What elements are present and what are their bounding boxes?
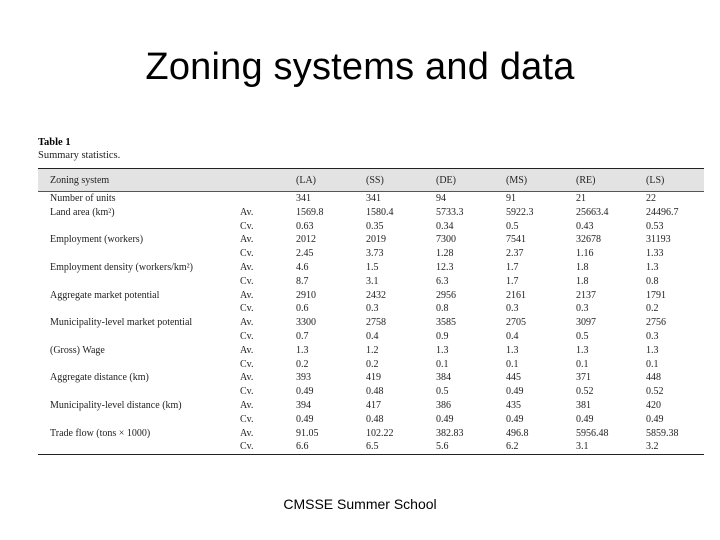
cell-de: 0.9 bbox=[436, 330, 449, 342]
header-ss: (SS) bbox=[366, 169, 436, 192]
cell-re: 0.43 bbox=[576, 220, 594, 232]
table-row bbox=[38, 275, 704, 289]
cell-re: 0.52 bbox=[576, 386, 594, 398]
table-caption-text: Summary statistics. bbox=[38, 150, 121, 161]
cell-ms: 0.49 bbox=[506, 386, 524, 398]
row-variable: Employment density (workers/km²) bbox=[50, 261, 193, 273]
header-la: (LA) bbox=[296, 169, 366, 192]
cell-ss: 6.5 bbox=[366, 440, 436, 454]
row-stat: Cv. bbox=[240, 220, 254, 232]
cell-re: 1.16 bbox=[576, 248, 594, 260]
cell-ls: 24496.7 bbox=[646, 206, 679, 218]
cell-la: 2.45 bbox=[296, 248, 314, 260]
cell-ls: 31193 bbox=[646, 234, 671, 246]
cell-ls: 1791 bbox=[646, 289, 666, 301]
cell-la: 8.7 bbox=[296, 275, 309, 287]
cell-ls: 3.2 bbox=[646, 440, 704, 454]
cell-re: 1.8 bbox=[576, 275, 589, 287]
cell-la: 4.6 bbox=[296, 261, 309, 273]
cell-ms: 435 bbox=[506, 399, 521, 411]
row-stat: Cv. bbox=[240, 386, 254, 398]
cell-ss: 3.73 bbox=[366, 248, 384, 260]
cell-re: 0.3 bbox=[576, 303, 589, 315]
row-stat: Av. bbox=[240, 372, 254, 384]
cell-de: 0.8 bbox=[436, 303, 449, 315]
row-stat: Av. bbox=[240, 427, 254, 439]
cell-re: 1.3 bbox=[576, 344, 589, 356]
slide-footer: CMSSE Summer School bbox=[283, 496, 437, 512]
row-stat: Cv. bbox=[240, 303, 254, 315]
cell-la: 0.63 bbox=[296, 220, 314, 232]
cell-ms: 0.1 bbox=[506, 358, 519, 370]
row-stat: Cv. bbox=[240, 275, 254, 287]
row-stat: Av. bbox=[240, 399, 254, 411]
cell-ss: 0.4 bbox=[366, 330, 379, 342]
row-variable bbox=[38, 275, 240, 289]
cell-ms: 1.7 bbox=[506, 261, 519, 273]
row-variable bbox=[38, 358, 240, 372]
row-stat: Av. bbox=[240, 234, 254, 246]
cell-ss: 0.48 bbox=[366, 413, 384, 425]
cell-ss: 0.48 bbox=[366, 386, 384, 398]
cell-re: 21 bbox=[576, 193, 586, 204]
cell-ss: 2019 bbox=[366, 234, 386, 246]
cell-ms: 5922.3 bbox=[506, 206, 534, 218]
cell-re: 381 bbox=[576, 399, 591, 411]
cell-ls: 0.1 bbox=[646, 358, 659, 370]
table-row bbox=[38, 413, 704, 427]
cell-re: 0.49 bbox=[576, 413, 594, 425]
cell-la: 1.3 bbox=[296, 344, 309, 356]
cell-ms: 2161 bbox=[506, 289, 526, 301]
row-variable: Aggregate market potential bbox=[50, 289, 160, 301]
cell-la: 3300 bbox=[296, 317, 316, 329]
header-re: (RE) bbox=[576, 169, 646, 192]
table-row bbox=[38, 358, 704, 372]
cell-re: 25663.4 bbox=[576, 206, 609, 218]
cell-re: 0.1 bbox=[576, 358, 589, 370]
header-stat bbox=[240, 169, 296, 192]
cell-la: 0.49 bbox=[296, 413, 314, 425]
cell-ss: 1.2 bbox=[366, 344, 379, 356]
row-stat: Cv. bbox=[240, 358, 254, 370]
cell-de: 94 bbox=[436, 193, 446, 204]
cell-ss: 2432 bbox=[366, 289, 386, 301]
cell-ss: 2758 bbox=[366, 317, 386, 329]
cell-de: 0.1 bbox=[436, 358, 449, 370]
row-variable: Employment (workers) bbox=[50, 234, 144, 246]
cell-ss: 0.35 bbox=[366, 220, 384, 232]
table-row bbox=[38, 385, 704, 399]
cell-ls: 0.2 bbox=[646, 303, 659, 315]
cell-ms: 6.2 bbox=[506, 440, 576, 454]
cell-ms: 0.4 bbox=[506, 330, 519, 342]
table-row bbox=[38, 427, 704, 441]
cell-ss: 3.1 bbox=[366, 275, 379, 287]
cell-ms: 2705 bbox=[506, 317, 526, 329]
cell-ms: 445 bbox=[506, 372, 521, 384]
table-row bbox=[38, 399, 704, 413]
row-stat: Av. bbox=[240, 289, 254, 301]
cell-re: 0.5 bbox=[576, 330, 589, 342]
table-row bbox=[38, 233, 704, 247]
cell-ss: 341 bbox=[366, 193, 381, 204]
table-body bbox=[38, 192, 704, 455]
cell-ls: 0.8 bbox=[646, 275, 659, 287]
slide-title: Zoning systems and data bbox=[145, 46, 575, 88]
cell-ms: 0.3 bbox=[506, 303, 519, 315]
table-header-row bbox=[38, 169, 704, 192]
row-variable bbox=[38, 413, 240, 427]
cell-ls: 2756 bbox=[646, 317, 666, 329]
table-row bbox=[38, 289, 704, 303]
row-stat: Cv. bbox=[240, 440, 296, 454]
cell-la: 2910 bbox=[296, 289, 316, 301]
cell-ms: 2.37 bbox=[506, 248, 524, 260]
table-label: Table 1 bbox=[38, 137, 71, 148]
cell-ls: 420 bbox=[646, 399, 661, 411]
header-de: (DE) bbox=[436, 169, 506, 192]
row-stat: Av. bbox=[240, 206, 254, 218]
row-stat bbox=[240, 192, 296, 206]
cell-re: 5956.48 bbox=[576, 427, 609, 439]
cell-de: 382.83 bbox=[436, 427, 464, 439]
cell-re: 1.8 bbox=[576, 261, 589, 273]
row-variable bbox=[38, 440, 240, 454]
cell-ss: 0.2 bbox=[366, 358, 379, 370]
cell-de: 0.49 bbox=[436, 413, 454, 425]
cell-re: 3.1 bbox=[576, 440, 646, 454]
row-stat: Av. bbox=[240, 344, 254, 356]
cell-de: 1.28 bbox=[436, 248, 454, 260]
cell-re: 371 bbox=[576, 372, 591, 384]
cell-ss: 1580.4 bbox=[366, 206, 394, 218]
cell-de: 7300 bbox=[436, 234, 456, 246]
row-variable bbox=[38, 385, 240, 399]
table-row bbox=[38, 261, 704, 275]
row-stat: Cv. bbox=[240, 413, 254, 425]
cell-de: 384 bbox=[436, 372, 451, 384]
table-row bbox=[38, 302, 704, 316]
cell-de: 2956 bbox=[436, 289, 456, 301]
cell-ss: 1.5 bbox=[366, 261, 379, 273]
row-variable: (Gross) Wage bbox=[50, 344, 105, 356]
cell-la: 6.6 bbox=[296, 440, 366, 454]
cell-de: 5.6 bbox=[436, 440, 506, 454]
table-row bbox=[38, 344, 704, 358]
cell-ls: 0.3 bbox=[646, 330, 659, 342]
cell-re: 2137 bbox=[576, 289, 596, 301]
cell-ms: 1.7 bbox=[506, 275, 519, 287]
cell-la: 0.2 bbox=[296, 358, 309, 370]
table-row bbox=[38, 206, 704, 220]
cell-re: 32678 bbox=[576, 234, 601, 246]
row-stat: Av. bbox=[240, 261, 254, 273]
row-stat: Cv. bbox=[240, 248, 254, 260]
row-stat: Av. bbox=[240, 317, 254, 329]
cell-ls: 1.3 bbox=[646, 261, 659, 273]
table-row bbox=[38, 440, 704, 454]
cell-ms: 496.8 bbox=[506, 427, 529, 439]
table-row bbox=[38, 371, 704, 385]
cell-la: 2012 bbox=[296, 234, 316, 246]
cell-la: 91.05 bbox=[296, 427, 319, 439]
cell-ss: 102.22 bbox=[366, 427, 394, 439]
row-variable: Aggregate distance (km) bbox=[50, 372, 149, 384]
cell-re: 3097 bbox=[576, 317, 596, 329]
cell-ms: 91 bbox=[506, 193, 516, 204]
cell-de: 386 bbox=[436, 399, 451, 411]
row-variable bbox=[38, 220, 240, 234]
cell-de: 5733.3 bbox=[436, 206, 464, 218]
cell-de: 0.5 bbox=[436, 386, 449, 398]
cell-ls: 1.33 bbox=[646, 248, 664, 260]
cell-ms: 7541 bbox=[506, 234, 526, 246]
row-variable: Municipality-level distance (km) bbox=[50, 399, 182, 411]
cell-de: 12.3 bbox=[436, 261, 454, 273]
cell-ls: 1.3 bbox=[646, 344, 659, 356]
cell-la: 394 bbox=[296, 399, 311, 411]
summary-table-container bbox=[38, 168, 682, 455]
header-zoning-system: Zoning system bbox=[38, 169, 240, 192]
cell-la: 1569.8 bbox=[296, 206, 324, 218]
row-stat: Cv. bbox=[240, 330, 254, 342]
row-variable: Number of units bbox=[50, 193, 116, 204]
cell-de: 1.3 bbox=[436, 344, 449, 356]
cell-ms: 0.5 bbox=[506, 220, 519, 232]
cell-la: 0.49 bbox=[296, 386, 314, 398]
row-variable: Trade flow (tons × 1000) bbox=[50, 427, 151, 439]
cell-ls: 0.49 bbox=[646, 413, 664, 425]
cell-la: 0.6 bbox=[296, 303, 309, 315]
summary-statistics-table bbox=[38, 168, 704, 455]
table-row bbox=[38, 192, 704, 206]
table-row bbox=[38, 316, 704, 330]
header-ls: (LS) bbox=[646, 169, 704, 192]
row-variable bbox=[38, 330, 240, 344]
cell-de: 6.3 bbox=[436, 275, 449, 287]
cell-la: 341 bbox=[296, 193, 311, 204]
table-row bbox=[38, 330, 704, 344]
header-ms: (MS) bbox=[506, 169, 576, 192]
cell-ls: 0.53 bbox=[646, 220, 664, 232]
cell-ls: 0.52 bbox=[646, 386, 664, 398]
table-caption bbox=[38, 137, 120, 162]
cell-ls: 22 bbox=[646, 193, 656, 204]
table-row bbox=[38, 247, 704, 261]
cell-ss: 417 bbox=[366, 399, 381, 411]
row-variable bbox=[38, 302, 240, 316]
cell-la: 0.7 bbox=[296, 330, 309, 342]
row-variable bbox=[38, 247, 240, 261]
row-variable: Municipality-level market potential bbox=[50, 317, 193, 329]
cell-ss: 0.3 bbox=[366, 303, 379, 315]
cell-de: 0.34 bbox=[436, 220, 454, 232]
cell-ms: 1.3 bbox=[506, 344, 519, 356]
cell-ms: 0.49 bbox=[506, 413, 524, 425]
cell-la: 393 bbox=[296, 372, 311, 384]
cell-ss: 419 bbox=[366, 372, 381, 384]
cell-de: 3585 bbox=[436, 317, 456, 329]
cell-ls: 5859.38 bbox=[646, 427, 679, 439]
row-variable: Land area (km²) bbox=[50, 206, 115, 218]
table-row bbox=[38, 220, 704, 234]
cell-ls: 448 bbox=[646, 372, 661, 384]
